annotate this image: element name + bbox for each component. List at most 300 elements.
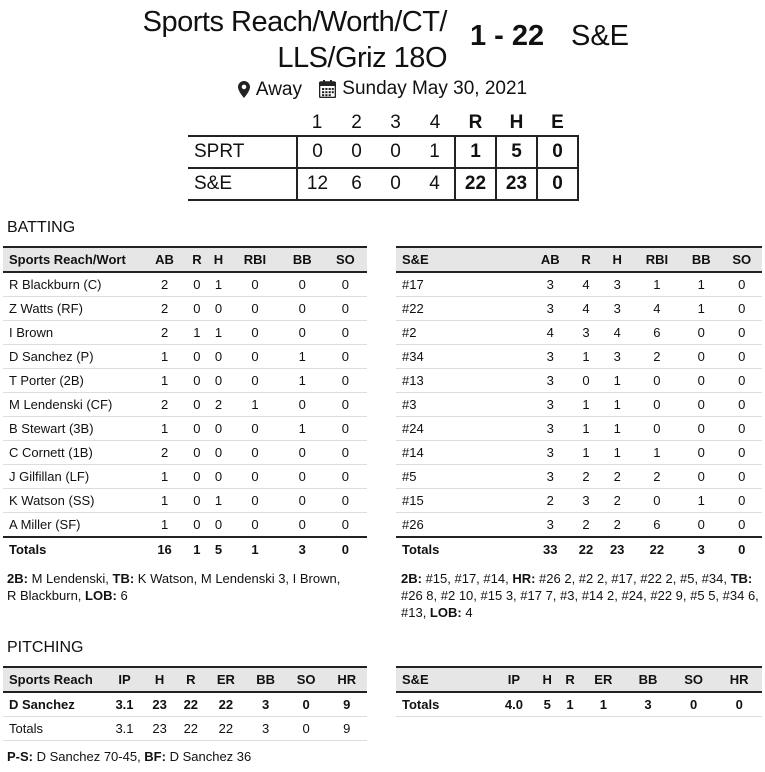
linescore-team: SPRT [188,136,297,168]
player-name: M Lendenski (CF) [3,393,143,417]
stat-cell: 1 [143,489,186,513]
note-text: 6 [116,588,128,603]
table-row [3,417,367,441]
stat-cell: 22 [570,537,601,561]
stat-cell: 0 [229,369,280,393]
stat-cell: 0 [229,417,280,441]
stat-cell: 0 [681,513,721,538]
stat-cell: 0 [681,369,721,393]
player-name: #34 [396,345,530,369]
team-title-line2: LLS/Griz 18O [277,42,447,74]
table-row [3,441,367,465]
hits-total: 5 [496,136,537,168]
stat-cell: 0 [281,321,324,345]
player-name: #14 [396,441,530,465]
stat-cell: 1 [633,441,681,465]
stat-cell: 0 [208,465,230,489]
table-row [396,393,762,417]
table-row [396,513,762,538]
stat-cell: 0 [633,489,681,513]
stat-cell: 0 [208,441,230,465]
stat-cell: 9 [326,717,367,741]
stat-cell: 0 [208,345,230,369]
stat-cell: 0 [324,489,367,513]
stat-cell: 3.1 [105,717,144,741]
stat-cell: 3 [530,345,570,369]
stat-cell: 1 [559,692,582,717]
inning-score: 0 [376,168,415,200]
inning-score: 0 [297,136,337,168]
linescore-row [188,168,578,200]
batting-table-home [3,246,367,561]
stat-cell: 0 [324,537,367,561]
column-header: BB [681,247,721,272]
stat-cell: 3 [530,513,570,538]
stat-cell: 6 [633,321,681,345]
totals-row [3,717,367,741]
stat-cell: 0 [324,297,367,321]
opponent-name: S&E [571,20,630,52]
stat-cell: 16 [143,537,186,561]
note-label: TB: [112,571,135,586]
inning-header: 3 [390,112,401,133]
stat-cell: 1 [208,489,230,513]
stat-cell: 0 [633,369,681,393]
stat-cell: 2 [570,465,601,489]
note-label: HR: [512,571,536,586]
stat-cell: 2 [602,489,633,513]
stat-cell: 0 [721,321,762,345]
note-text: #26 2, #2 2, #17, #22 2, #5, #34, [535,571,731,586]
column-header: SO [324,247,367,272]
stat-cell: 0 [570,369,601,393]
column-header: AB [143,247,186,272]
table-row [3,465,367,489]
hits-total: 23 [496,168,537,200]
stat-cell: 5 [536,692,559,717]
stat-cell: 0 [681,441,721,465]
stat-cell: 4.0 [492,692,536,717]
player-name: #22 [396,297,530,321]
table-row [396,417,762,441]
pitching-table-home [3,666,367,741]
stat-cell: 23 [144,692,175,717]
inning-score: 6 [337,168,376,200]
table-row [3,321,367,345]
player-name: I Brown [3,321,143,345]
stat-cell: 1 [143,513,186,538]
stat-cell: 0 [229,441,280,465]
player-name: R Blackburn (C) [3,272,143,297]
stat-cell: 2 [633,345,681,369]
player-name: A Miller (SF) [3,513,143,538]
note-text: D Sanchez 70-45, [33,749,145,764]
date-text: Sunday May 30, 2021 [342,78,528,99]
stat-cell: 0 [721,441,762,465]
stat-cell: 1 [570,345,601,369]
stat-cell: 1 [602,369,633,393]
inning-header: 4 [429,112,441,133]
stat-cell: 22 [206,717,245,741]
stat-cell: 2 [602,513,633,538]
stat-cell: 0 [324,441,367,465]
stat-cell: 22 [633,537,681,561]
stat-cell: 0 [681,465,721,489]
note-text: #26 8, #2 10, #15 3, #17 7, #3, #14 2, #24, #22 9, #5 5, #34 6, #13, [401,588,759,620]
stat-cell: 1 [208,272,230,297]
stat-cell: 0 [324,369,367,393]
date [319,78,527,100]
pitching-notes-home [7,748,367,765]
stat-cell: 0 [281,465,324,489]
column-header: SO [286,667,327,692]
stat-cell: 0 [324,513,367,538]
totals-label: Totals [3,717,105,741]
stat-cell: 33 [530,537,570,561]
stat-cell: 2 [633,465,681,489]
player-name: #24 [396,417,530,441]
column-header: BB [245,667,286,692]
stat-cell: 0 [229,272,280,297]
stat-cell: 0 [324,272,367,297]
stat-cell: 0 [721,297,762,321]
stat-cell: 1 [281,369,324,393]
stat-cell: 2 [143,297,186,321]
table-row [396,465,762,489]
inning-score: 4 [415,168,455,200]
linescore-team: S&E [188,168,297,200]
column-header: R [175,667,206,692]
stat-cell: 3 [530,441,570,465]
stat-cell: 2 [143,393,186,417]
table-row [3,393,367,417]
table-row [396,345,762,369]
linescore-table [188,111,579,201]
stat-cell: 0 [281,489,324,513]
stat-cell: 2 [208,393,230,417]
table-header [3,247,367,272]
stat-cell: 0 [671,692,717,717]
table-row [396,441,762,465]
player-name: C Cornett (1B) [3,441,143,465]
note-text: M Lendenski, [27,571,113,586]
column-header: IP [492,667,536,692]
note-text: #15, #17, #14, [421,571,513,586]
stat-cell: 1 [143,345,186,369]
stat-cell: 1 [143,417,186,441]
note-label: LOB: [85,588,117,603]
totals-row [396,692,762,717]
table-row [3,692,367,717]
player-name: #26 [396,513,530,538]
note-label: 2B: [7,571,28,586]
table-row [396,297,762,321]
column-header: ER [581,667,625,692]
stat-cell: 2 [602,465,633,489]
stat-cell: 5 [208,537,230,561]
player-name: J Gilfillan (LF) [3,465,143,489]
column-header: AB [530,247,570,272]
stat-cell: 1 [602,441,633,465]
table-header [396,247,762,272]
stat-cell: 2 [143,321,186,345]
team-column-header: S&E [396,667,492,692]
stat-cell: 3.1 [105,692,144,717]
totals-row [3,537,367,561]
stat-cell: 2 [570,513,601,538]
location [238,79,302,101]
stat-cell: 6 [633,513,681,538]
stat-cell: 1 [143,369,186,393]
stat-cell: 0 [681,345,721,369]
stat-cell: 0 [324,417,367,441]
stat-cell: 1 [602,417,633,441]
note-label: 2B: [401,571,422,586]
stat-cell: 4 [570,297,601,321]
stat-cell: 1 [681,489,721,513]
stat-cell: 0 [633,393,681,417]
stat-cell: 0 [281,297,324,321]
stat-cell: 0 [186,297,208,321]
stat-cell: 0 [186,272,208,297]
stat-cell: 0 [186,393,208,417]
stat-cell: 0 [229,489,280,513]
stat-cell: 0 [186,369,208,393]
stat-cell: 0 [186,465,208,489]
stat-cell: 0 [286,717,327,741]
stat-cell: 0 [721,489,762,513]
stat-cell: 4 [530,321,570,345]
linescore-header [188,111,578,136]
game-header [0,0,765,110]
team-column-header: Sports Reach [3,667,105,692]
runs-header: R [468,112,483,133]
stat-cell: 0 [633,417,681,441]
stat-cell: 0 [229,321,280,345]
stat-cell: 3 [602,345,633,369]
stat-cell: 2 [143,441,186,465]
column-header: BB [281,247,324,272]
team-title [143,4,447,76]
table-header [396,667,762,692]
stat-cell: 0 [281,513,324,538]
stat-cell: 1 [208,321,230,345]
player-name: #3 [396,393,530,417]
team-title-line1: Sports Reach/Worth/CT/ [142,6,447,38]
stat-cell: 0 [208,297,230,321]
player-name: #15 [396,489,530,513]
map-pin-icon [238,81,250,98]
stat-cell: 2 [143,272,186,297]
stat-cell: 0 [281,393,324,417]
stat-cell: 3 [681,537,721,561]
inning-header: 2 [351,112,362,133]
table-row [3,369,367,393]
note-label: TB: [730,571,753,586]
stat-cell: 3 [281,537,324,561]
game-meta [0,78,765,104]
column-header: H [144,667,175,692]
column-header: H [602,247,633,272]
stat-cell: 3 [570,489,601,513]
note-label: P-S: [7,749,33,764]
column-header: H [208,247,230,272]
column-header: SO [671,667,717,692]
totals-label: Totals [396,537,530,561]
column-header: BB [625,667,671,692]
stat-cell: 1 [581,692,625,717]
totals-label: Totals [3,537,143,561]
batting-section-title: BATTING [7,219,76,236]
stat-cell: 3 [530,297,570,321]
stat-cell: 1 [281,345,324,369]
stat-cell: 3 [602,272,633,297]
stat-cell: 3 [530,393,570,417]
stat-cell: 1 [229,537,280,561]
hits-header: H [509,112,524,133]
stat-cell: 0 [229,297,280,321]
stat-cell: 1 [570,441,601,465]
player-name: #2 [396,321,530,345]
player-name: #17 [396,272,530,297]
stat-cell: 0 [208,513,230,538]
batting-notes-home [7,570,347,604]
table-row [3,297,367,321]
stat-cell: 1 [186,537,208,561]
stat-cell: 0 [208,417,230,441]
stat-cell: 0 [721,417,762,441]
player-name: #13 [396,369,530,393]
table-header [3,667,367,692]
stat-cell: 0 [281,441,324,465]
stat-cell: 3 [530,417,570,441]
player-name: T Porter (2B) [3,369,143,393]
stat-cell: 4 [602,321,633,345]
stat-cell: 0 [721,465,762,489]
stat-cell: 0 [229,513,280,538]
player-name: D Sanchez [3,692,105,717]
batting-notes-away [401,570,761,621]
stat-cell: 1 [681,297,721,321]
stat-cell: 3 [530,272,570,297]
stat-cell: 1 [281,417,324,441]
stat-cell: 0 [324,321,367,345]
team-column-header: Sports Reach/Wort [3,247,143,272]
column-header: IP [105,667,144,692]
player-name: Z Watts (RF) [3,297,143,321]
stat-cell: 0 [286,692,327,717]
final-score: 1 - 22 [470,20,545,52]
stat-cell: 4 [570,272,601,297]
note-label: BF: [144,749,166,764]
column-header: R [186,247,208,272]
stat-cell: 3 [602,297,633,321]
stat-cell: 3 [625,692,671,717]
column-header: HR [326,667,367,692]
column-header: RBI [633,247,681,272]
column-header: R [570,247,601,272]
stat-cell: 0 [721,272,762,297]
linescore-row [188,136,578,168]
column-header: HR [716,667,762,692]
errors-total: 0 [537,168,578,200]
player-name: K Watson (SS) [3,489,143,513]
stat-cell: 1 [570,393,601,417]
table-row [396,489,762,513]
stat-cell: 3 [530,465,570,489]
location-text: Away [255,78,302,100]
stat-cell: 1 [681,272,721,297]
stat-cell: 0 [324,465,367,489]
stat-cell: 3 [245,717,286,741]
runs-total: 22 [455,168,496,200]
stat-cell: 0 [186,441,208,465]
stat-cell: 2 [530,489,570,513]
stat-cell: 0 [186,345,208,369]
stat-cell: 0 [229,345,280,369]
table-row [3,513,367,538]
table-row [3,345,367,369]
stat-cell: 0 [721,345,762,369]
stat-cell: 0 [716,692,762,717]
totals-label: Totals [396,692,492,717]
stat-cell: 9 [326,692,367,717]
stat-cell: 0 [721,513,762,538]
table-row [3,489,367,513]
batting-table-away [396,246,762,561]
team-column-header: S&E [396,247,530,272]
stat-cell: 1 [602,393,633,417]
column-header: R [559,667,582,692]
column-header: H [536,667,559,692]
stat-cell: 0 [721,369,762,393]
stat-cell: 1 [570,417,601,441]
column-header: RBI [229,247,280,272]
calendar-icon [319,80,336,98]
stat-cell: 22 [206,692,245,717]
stat-cell: 0 [186,513,208,538]
stat-cell: 1 [633,272,681,297]
stat-cell: 0 [721,537,762,561]
inning-score: 0 [337,136,376,168]
stat-cell: 0 [208,369,230,393]
table-row [3,272,367,297]
stat-cell: 0 [324,393,367,417]
inning-score: 12 [297,168,337,200]
stat-cell: 3 [245,692,286,717]
inning-header: 1 [311,112,323,133]
stat-cell: 22 [175,717,206,741]
note-text: D Sanchez 36 [165,749,252,764]
table-row [396,369,762,393]
stat-cell: 23 [144,717,175,741]
stat-cell: 0 [186,417,208,441]
stat-cell: 3 [570,321,601,345]
column-header: ER [206,667,245,692]
stat-cell: 0 [324,345,367,369]
note-text: K Watson, M Lendenski 3, I Brown, R Blackburn, [7,571,341,603]
player-name: #5 [396,465,530,489]
stat-cell: 1 [186,321,208,345]
errors-header: E [551,112,564,133]
pitching-table-away [396,666,762,717]
note-text: 4 [461,605,473,620]
stat-cell: 0 [229,465,280,489]
runs-total: 1 [455,136,496,168]
player-name: B Stewart (3B) [3,417,143,441]
stat-cell: 0 [681,393,721,417]
stat-cell: 4 [633,297,681,321]
